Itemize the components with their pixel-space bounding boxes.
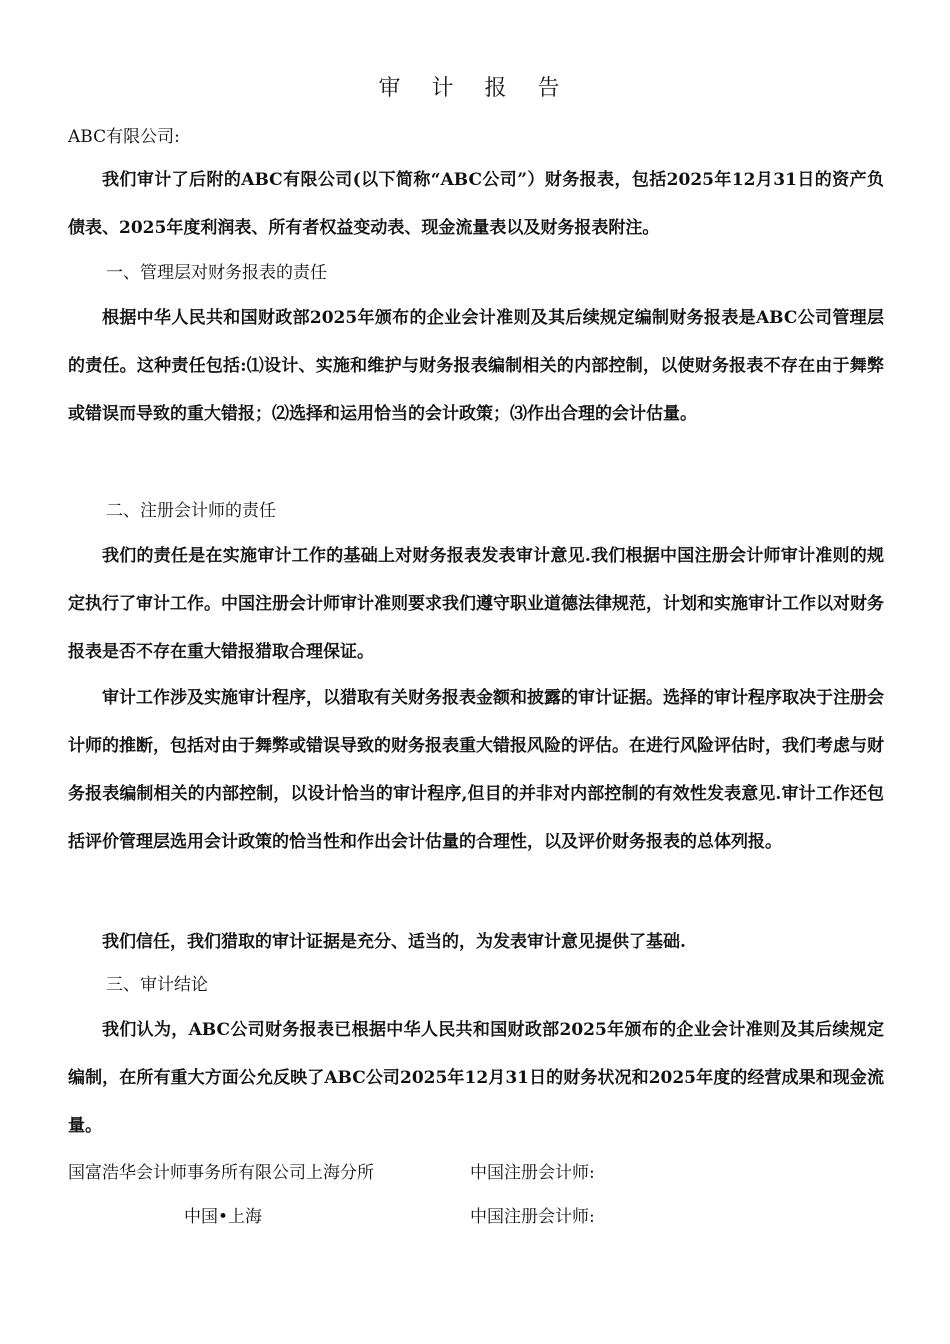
section2-body1: 我们的责任是在实施审计工作的基础上对财务报表发表审计意见.我们根据中国注册会计师审计准则的规定执行了审计工作。中国注册会计师审计准则要求我们遵守职业道德法律规范，计划和实施审计工作以对财务报表是否不存在重大错报猎取合理保证。 [68, 546, 884, 662]
intro-paragraph: 我们审计了后附的ABC有限公司(以下简称“ABC公司”）财务报表，包括2025年12月31日的资产负债表、2025年度利润表、所有者权益变动表、现金流量表以及财务报表附注。 [68, 170, 884, 238]
section1-body: 根据中华人民共和国财政部2025年颁布的企业会计准则及其后续规定编制财务报表是ABC公司管理层的责任。这种责任包括:⑴设计、实施和维护与财务报表编制相关的内部控制，以使财务报表不存在由于舞弊或错误而导致的重大错报；⑵选择和运用恰当的会计政策；⑶作出合理的会计估量。 [68, 308, 884, 424]
section2-heading: 二、注册会计师的责任 [106, 501, 276, 521]
section1-heading: 一、管理层对财务报表的责任 [106, 263, 327, 283]
section3-heading: 三、审计结论 [106, 975, 208, 995]
firm-name: 国富浩华会计师事务所有限公司上海分所 [68, 1163, 374, 1183]
section2-body3: 我们信任，我们猎取的审计证据是充分、适当的，为发表审计意见提供了基础. [102, 932, 686, 952]
cpa-label-1: 中国注册会计师: [470, 1163, 595, 1183]
report-title: 审 计 报 告 [378, 76, 572, 101]
addressee: ABC有限公司: [68, 127, 180, 147]
section3-body: 我们认为，ABC公司财务报表已根据中华人民共和国财政部2025年颁布的企业会计准则及其后续规定编制，在所有重大方面公允反映了ABC公司2025年12月31日的财务状况和2025年度的经营成果和现金流量。 [68, 1020, 884, 1136]
cpa-label-2: 中国注册会计师: [470, 1207, 595, 1227]
section2-body2: 审计工作涉及实施审计程序，以猎取有关财务报表金额和披露的审计证据。选择的审计程序取决于注册会计师的推断，包括对由于舞弊或错误导致的财务报表重大错报风险的评估。在进行风险评估时，我们考虑与财务报表编制相关的内部控制，以设计恰当的审计程序,但目的并非对内部控制的有效性发表意见.审计工作还包括评价管理层选用会计政策的恰当性和作出会计估量的合理性，以及评价财务报表的总体列报。 [68, 688, 884, 852]
firm-location: 中国•上海 [184, 1207, 263, 1227]
